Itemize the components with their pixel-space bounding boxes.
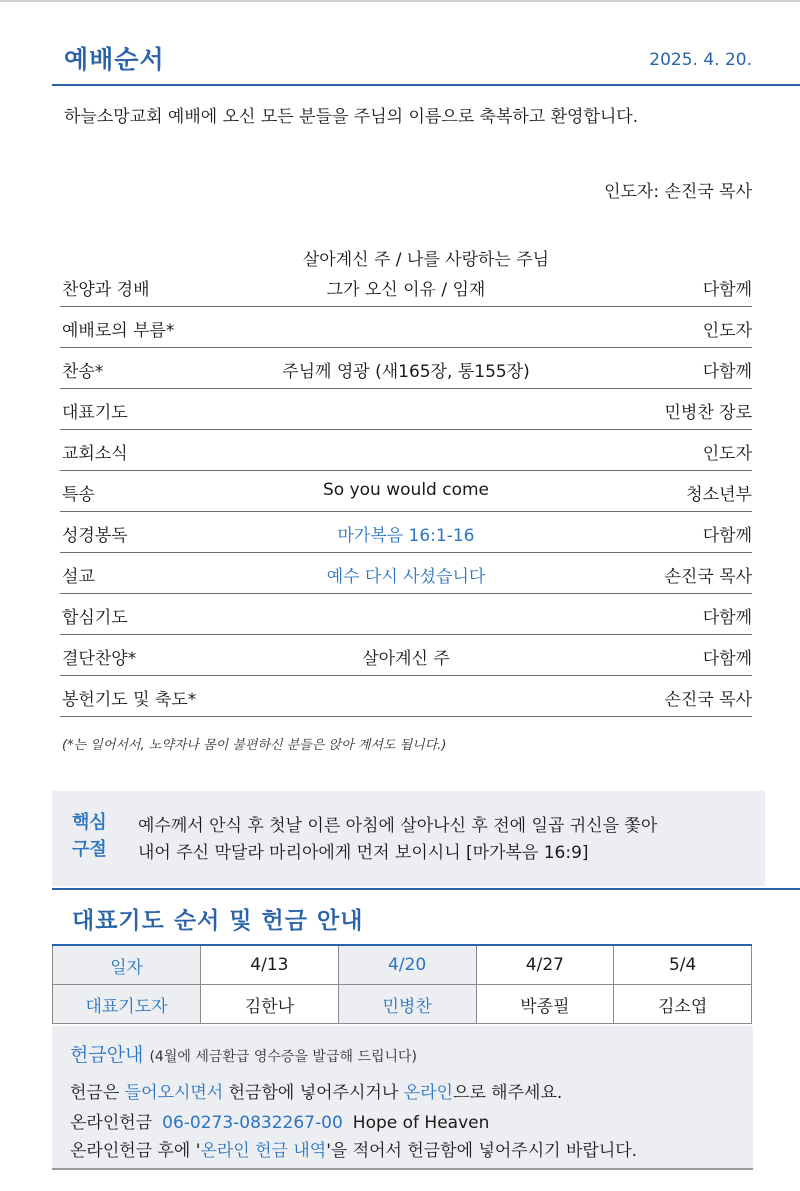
order-row bbox=[60, 471, 752, 512]
leader-text: 인도자: 손진국 목사 bbox=[604, 182, 752, 202]
offering-text: 으로 해주세요. bbox=[452, 1083, 563, 1103]
order-leader: 인도자 bbox=[702, 321, 752, 341]
order-row bbox=[60, 594, 752, 635]
offering-text: 온라인헌금 후에 ' bbox=[70, 1141, 201, 1161]
order-leader: 인도자 bbox=[702, 444, 752, 464]
order-label: 결단찬양* bbox=[62, 649, 137, 669]
welcome-text: 하늘소망교회 예배에 오신 모든 분들을 주님의 이름으로 축복하고 환영합니다. bbox=[64, 107, 639, 127]
order-row bbox=[60, 266, 752, 307]
order-row bbox=[60, 389, 752, 430]
offering-title bbox=[70, 1040, 417, 1067]
offering-title-note: (4월에 세금환급 영수증을 발급해 드립니다) bbox=[149, 1049, 418, 1065]
order-leader: 다함께 bbox=[702, 526, 752, 546]
order-row bbox=[60, 348, 752, 389]
date-row bbox=[53, 945, 752, 985]
bank-account: 06-0273-0832267-00 bbox=[162, 1113, 343, 1133]
key-verse-line2: 내어 주신 막달라 마리아에게 먼저 보이시니 [마가복음 16:9] bbox=[138, 843, 589, 863]
key-verse-line1: 예수께서 안식 후 첫날 이른 아침에 살아나신 후 전에 일곱 귀신을 쫓아 bbox=[138, 816, 658, 836]
praise-songs-line: 살아계신 주 / 나를 사랑하는 주님 bbox=[302, 250, 550, 270]
order-label: 찬송* bbox=[62, 362, 104, 382]
order-leader: 다함께 bbox=[702, 362, 752, 382]
order-leader: 다함께 bbox=[702, 280, 752, 300]
order-row bbox=[60, 512, 752, 553]
standing-note: (*는 일어서서, 노약자나 몸이 불편하신 분들은 앉아 계셔도 됩니다.) bbox=[62, 738, 447, 753]
schedule-date: 4/13 bbox=[201, 945, 339, 985]
header-divider bbox=[52, 84, 800, 86]
schedule-date: 5/4 bbox=[614, 945, 752, 985]
order-label: 찬양과 경배 bbox=[62, 280, 150, 300]
service-order-list bbox=[60, 266, 752, 717]
order-label: 설교 bbox=[62, 567, 95, 587]
top-border bbox=[0, 0, 800, 2]
offering-title-text: 헌금안내 bbox=[70, 1044, 144, 1066]
page-title: 예배순서 bbox=[64, 45, 165, 74]
key-verse-text bbox=[138, 813, 657, 867]
order-label: 성경봉독 bbox=[62, 526, 128, 546]
offering-highlight: 온라인 bbox=[403, 1083, 453, 1103]
order-label: 교회소식 bbox=[62, 444, 128, 464]
order-row bbox=[60, 553, 752, 594]
offering-line2 bbox=[70, 1108, 489, 1133]
prayer-name: 김한나 bbox=[201, 985, 339, 1024]
order-leader: 손진국 목사 bbox=[664, 690, 752, 710]
date-header: 일자 bbox=[53, 945, 201, 985]
order-label: 봉헌기도 및 축도* bbox=[62, 690, 197, 710]
key-verse-label-line1: 핵심 bbox=[72, 812, 107, 833]
offering-line3 bbox=[70, 1136, 637, 1161]
order-detail: 그가 오신 이유 / 임재 bbox=[326, 280, 486, 300]
order-row bbox=[60, 635, 752, 676]
offering-highlight: 온라인 헌금 내역 bbox=[200, 1141, 327, 1161]
sermon-title: 예수 다시 사셨습니다 bbox=[326, 567, 486, 587]
offering-text: 헌금은 bbox=[70, 1083, 125, 1103]
prayer-name: 김소엽 bbox=[614, 985, 752, 1024]
order-detail: 살아계신 주 bbox=[362, 649, 450, 669]
key-verse-panel bbox=[52, 791, 765, 886]
order-row bbox=[60, 430, 752, 471]
section-divider bbox=[52, 888, 800, 890]
order-label: 대표기도 bbox=[62, 403, 128, 423]
order-detail: 주님께 영광 (새165장, 통155장) bbox=[282, 362, 530, 382]
order-leader: 다함께 bbox=[702, 649, 752, 669]
prayer-header: 대표기도자 bbox=[53, 985, 201, 1024]
offering-text: 헌금함에 넣어주시거나 bbox=[223, 1083, 404, 1103]
order-leader: 다함께 bbox=[702, 608, 752, 628]
online-offering-label: 온라인헌금 bbox=[70, 1113, 153, 1133]
offering-line1 bbox=[70, 1078, 562, 1103]
order-label: 합심기도 bbox=[62, 608, 128, 628]
offering-panel bbox=[52, 1026, 753, 1170]
service-date: 2025. 4. 20. bbox=[649, 50, 752, 70]
section-title: 대표기도 순서 및 헌금 안내 bbox=[72, 908, 364, 934]
offering-text: '을 적어서 헌금함에 넣어주시기 바랍니다. bbox=[326, 1141, 638, 1161]
prayer-name: 박종필 bbox=[476, 985, 614, 1024]
schedule-date-current: 4/20 bbox=[338, 945, 476, 985]
order-label: 예배로의 부름* bbox=[62, 321, 175, 341]
prayer-name-current: 민병찬 bbox=[338, 985, 476, 1024]
order-leader: 민병찬 장로 bbox=[664, 403, 752, 423]
scripture-reading: 마가복음 16:1-16 bbox=[337, 526, 475, 546]
order-detail: So you would come bbox=[323, 480, 489, 500]
order-row bbox=[60, 676, 752, 717]
order-leader: 손진국 목사 bbox=[664, 567, 752, 587]
prayer-row bbox=[53, 985, 752, 1024]
key-verse-label bbox=[72, 809, 116, 863]
order-label: 특송 bbox=[62, 485, 95, 505]
order-row bbox=[60, 307, 752, 348]
account-holder: Hope of Heaven bbox=[352, 1113, 490, 1133]
key-verse-label-line2: 구절 bbox=[72, 839, 107, 860]
order-leader: 청소년부 bbox=[686, 485, 752, 505]
schedule-date: 4/27 bbox=[476, 945, 614, 985]
prayer-schedule-table bbox=[52, 944, 752, 1024]
offering-highlight: 들어오시면서 bbox=[124, 1083, 224, 1103]
